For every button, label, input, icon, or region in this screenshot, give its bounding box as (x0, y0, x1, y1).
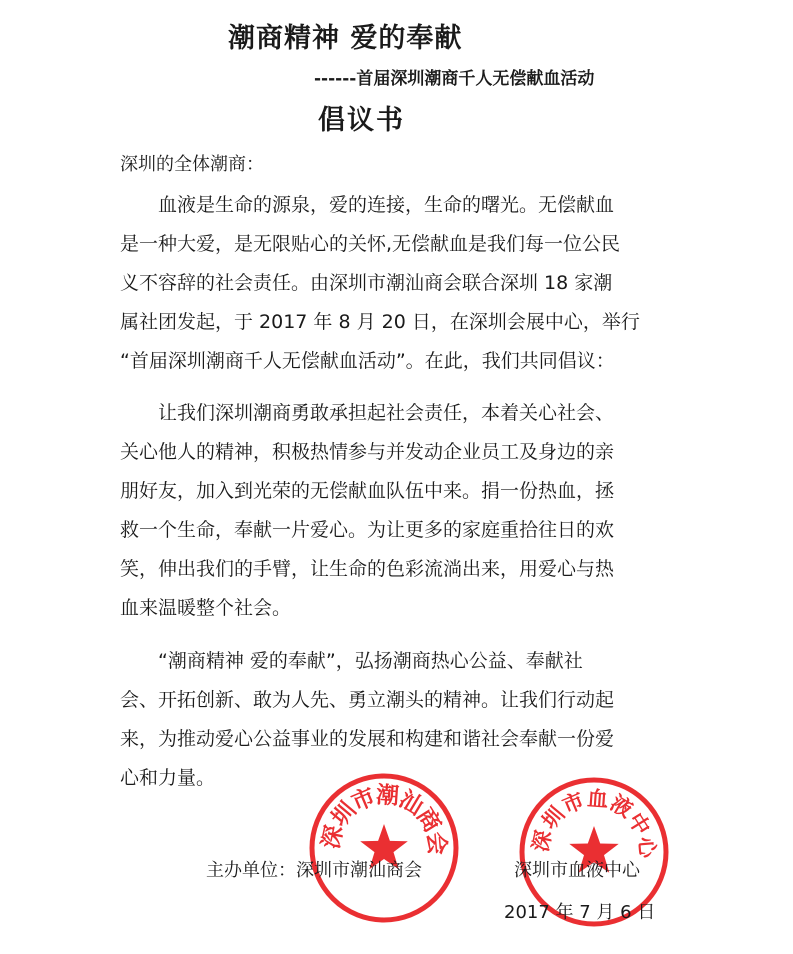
svg-text:圳: 圳 (326, 797, 362, 832)
svg-text:圳: 圳 (537, 802, 570, 834)
document-subtitle: ------首届深圳潮商千人无偿献血活动 (314, 69, 595, 89)
svg-text:深: 深 (318, 823, 349, 852)
salutation: 深圳的全体潮商： (120, 154, 264, 175)
body-line: 是一种大爱，是无限贴心的关怀,无偿献血是我们每一位公民 (120, 233, 621, 255)
body-line: 血液是生命的源泉，爱的连接，生命的曙光。无偿献血 (120, 194, 615, 216)
svg-text:会: 会 (421, 830, 450, 857)
sponsor-second: 深圳市血液中心 (514, 860, 640, 881)
body-line: 属社团发起，于 2017 年 8 月 20 日，在深圳会展中心，举行 (120, 311, 640, 333)
svg-text:心: 心 (633, 835, 660, 859)
body-line: 义不容辞的社会责任。由深圳市潮汕商会联合深圳 18 家潮 (120, 272, 613, 294)
body-line: 会、开拓创新、敢为人先、勇立潮头的精神。让我们行动起 (120, 689, 615, 711)
body-line: 心和力量。 (120, 767, 216, 789)
document-title: 潮商精神 爱的奉献 (228, 23, 463, 54)
svg-text:商: 商 (410, 803, 446, 838)
body-line: 让我们深圳潮商勇敢承担起社会责任，本着关心社会、 (120, 402, 615, 424)
body-line: 血来温暖整个社会。 (120, 597, 292, 619)
body-line: 笑，伸出我们的手臂，让生命的色彩流淌出来，用爱心与热 (120, 558, 615, 580)
body-line: 救一个生命，奉献一片爱心。为让更多的家庭重拾往日的欢 (120, 519, 615, 541)
svg-text:潮: 潮 (375, 782, 401, 810)
chamber-seal-icon (306, 770, 462, 926)
svg-text:液: 液 (606, 790, 637, 823)
body-line: 来，为推动爱心公益事业的发展和构建和谐社会奉献一份爱 (120, 728, 615, 750)
svg-text:中: 中 (623, 808, 655, 840)
svg-text:市: 市 (348, 783, 380, 817)
body-line: 关心他人的精神，积极热情参与并发动企业员工及身边的亲 (120, 441, 615, 463)
svg-text:深: 深 (528, 828, 557, 854)
body-line: “首届深圳潮商千人无偿献血活动”。在此，我们共同倡议： (120, 350, 615, 372)
svg-text:市: 市 (558, 788, 588, 819)
body-line: 朋好友，加入到光荣的无偿献血队伍中来。捐一份热血，拯 (120, 480, 615, 502)
document-date: 2017 年 7 月 6 日 (504, 902, 656, 923)
svg-text:血: 血 (586, 786, 610, 812)
body-line: “潮商精神 爱的奉献”，弘扬潮商热心公益、奉献社 (120, 650, 583, 672)
sponsor-label: 主办单位：深圳市潮汕商会 (206, 860, 422, 881)
document-heading: 倡议书 (318, 105, 405, 136)
svg-text:汕: 汕 (394, 786, 428, 821)
